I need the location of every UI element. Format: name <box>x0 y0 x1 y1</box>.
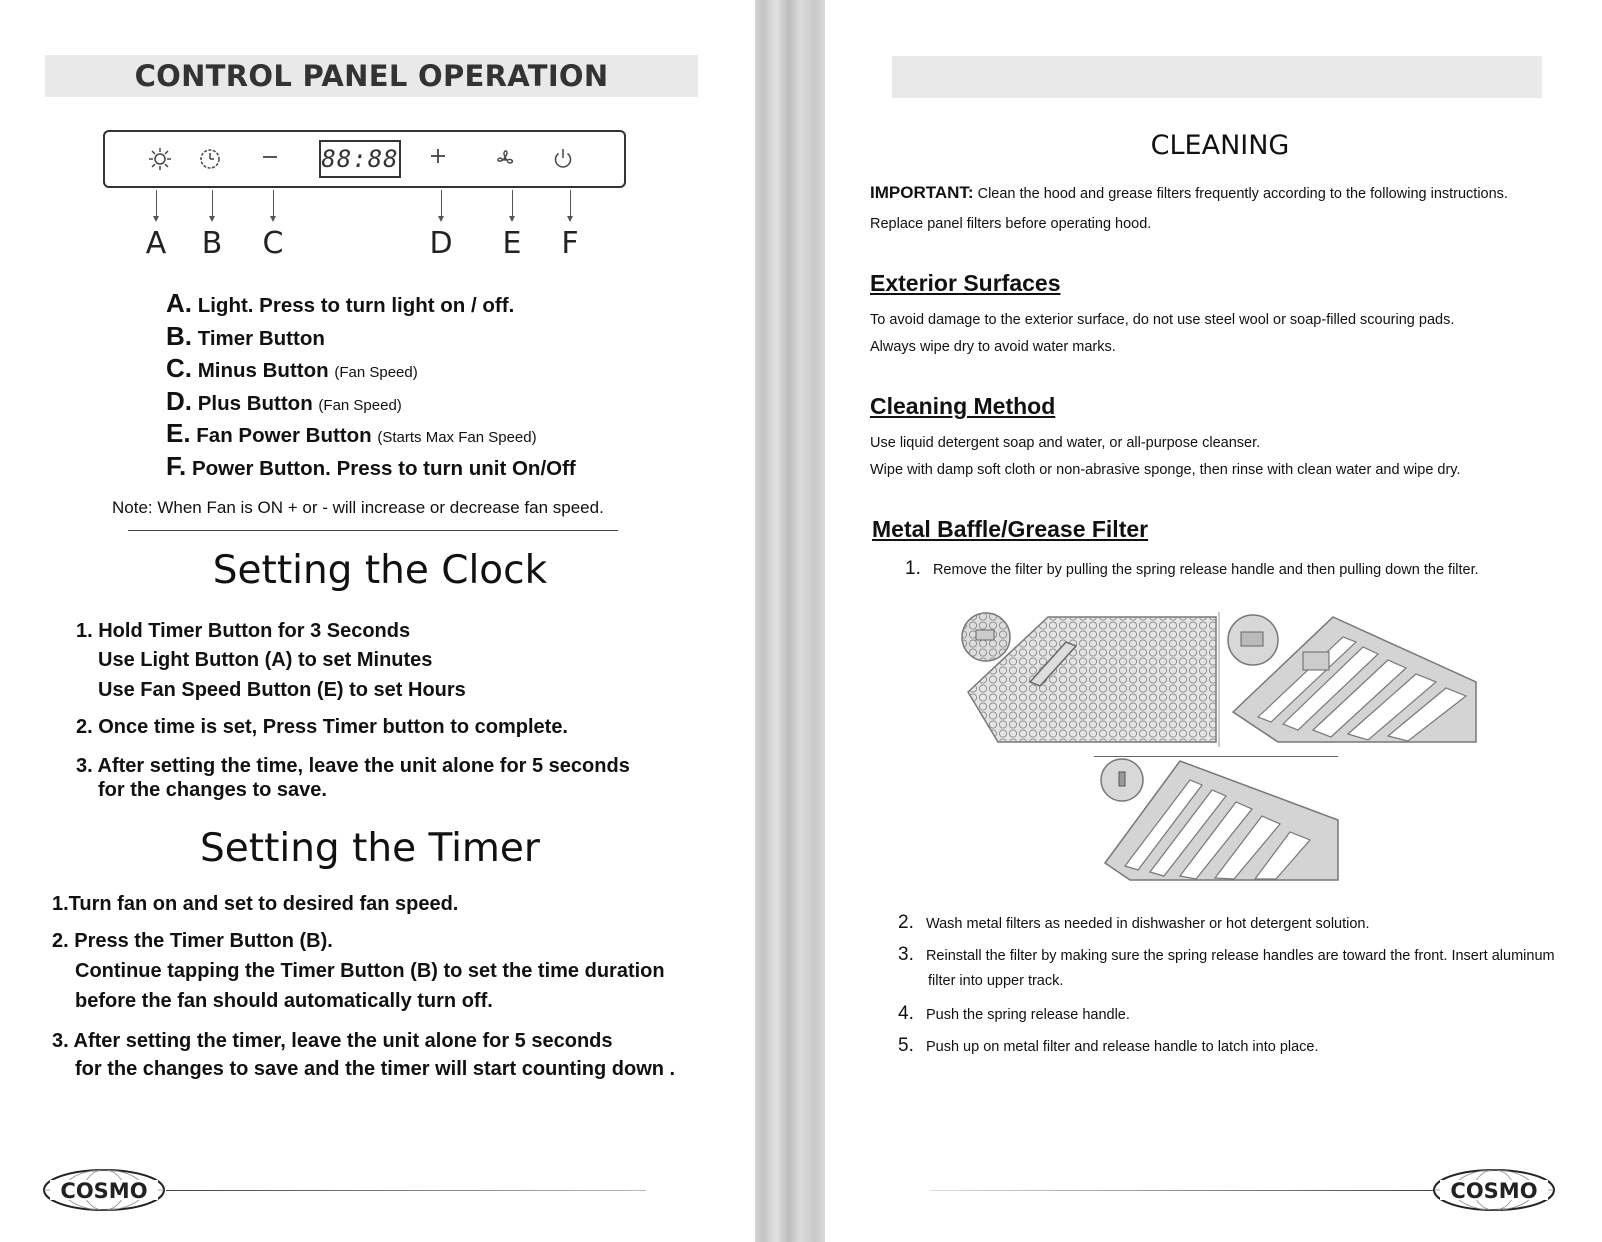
power-icon <box>550 146 576 172</box>
left-header-title: CONTROL PANEL OPERATION <box>134 59 609 93</box>
filter-step <box>905 558 1479 580</box>
control-panel-diagram <box>103 130 626 188</box>
legend-label: Power Button. Press to turn unit On/Off <box>191 456 576 480</box>
light-icon <box>147 146 173 172</box>
footer-line <box>930 1190 1435 1191</box>
legend-item <box>166 288 576 321</box>
clock-step: Use Light Button (A) to set Minutes <box>98 649 433 671</box>
cosmo-logo <box>42 1168 166 1212</box>
clock-step: 1. Hold Timer Button for 3 Seconds <box>76 620 411 642</box>
panel-letter-d: D <box>429 226 453 261</box>
legend-label: Light. Press to turn light on / off. <box>197 294 515 317</box>
legend-note: (Starts Max Fan Speed) <box>377 429 537 446</box>
filter-heading: Metal Baffle/Grease Filter <box>872 516 1149 542</box>
legend-label: Timer Button <box>197 326 325 350</box>
legend-note: (Fan Speed) <box>318 396 402 414</box>
step-number: 5. <box>898 1035 914 1056</box>
fan-icon <box>492 146 518 172</box>
filter-step <box>898 944 1555 966</box>
legend-label: Fan Power Button <box>196 424 372 447</box>
panel-letter-a: A <box>145 226 167 261</box>
panel-letter-c: C <box>262 226 284 261</box>
arrow-e <box>512 190 513 220</box>
step-number: 2. <box>898 912 914 933</box>
legend-item <box>166 353 576 386</box>
filter-step <box>898 1035 1319 1057</box>
footer-line <box>166 1190 646 1191</box>
clock-step: for the changes to save. <box>98 779 327 801</box>
filter-illustration-1 <box>958 612 1478 747</box>
step-text: Wash metal filters as needed in dishwasher or hot detergent solution. <box>925 916 1370 932</box>
legend-item <box>166 386 576 419</box>
step-number: 3. <box>898 944 914 965</box>
logo-text: COSMO <box>1450 1179 1538 1203</box>
step-text: Reinstall the filter by making sure the spring release handles are toward the front. Insert aluminum <box>925 948 1555 964</box>
exterior-line: To avoid damage to the exterior surface, do not use steel wool or soap-filled scouring pads. <box>870 312 1455 328</box>
exterior-line: Always wipe dry to avoid water marks. <box>870 339 1116 355</box>
timer-step: for the changes to save and the timer will start counting down . <box>75 1058 676 1080</box>
exterior-heading: Exterior Surfaces <box>870 270 1061 296</box>
legend-note: (Fan Speed) <box>334 364 418 381</box>
arrow-f <box>570 190 571 220</box>
plus-icon <box>425 146 451 172</box>
timer-step: 2. Press the Timer Button (B). <box>52 930 333 952</box>
panel-letter-e: E <box>502 226 522 261</box>
clock-step: 3. After setting the time, leave the unit alone for 5 seconds <box>76 755 630 777</box>
arrow-b <box>212 190 213 220</box>
legend-key: D. <box>166 385 192 416</box>
book-spine <box>755 0 825 1242</box>
clock-step: 2. Once time is set, Press Timer button to complete. <box>76 716 568 738</box>
legend-key: B. <box>166 320 192 351</box>
method-heading: Cleaning Method <box>870 393 1056 419</box>
timer-step: Continue tapping the Timer Button (B) to set the time duration <box>75 960 665 982</box>
legend-key: F. <box>166 450 187 481</box>
method-line: Use liquid detergent soap and water, or all-purpose cleanser. <box>870 435 1261 451</box>
step-number: 1. <box>905 558 921 579</box>
important-line <box>870 183 1508 203</box>
arrow-c <box>273 190 274 220</box>
logo-text: COSMO <box>60 1179 148 1203</box>
cosmo-logo <box>1432 1168 1556 1212</box>
filter-step-continued: filter into upper track. <box>928 973 1064 989</box>
timer-step: 3. After setting the timer, leave the unit alone for 5 seconds <box>52 1030 613 1052</box>
legend-label: Minus Button <box>197 359 329 382</box>
timer-step: 1.Turn fan on and set to desired fan speed. <box>52 893 459 915</box>
step-text: Push up on metal filter and release handle to latch into place. <box>925 1039 1319 1055</box>
panel-letter-b: B <box>201 226 223 261</box>
filter-step <box>898 1003 1130 1025</box>
legend-key: C. <box>166 353 192 383</box>
important-label: IMPORTANT: <box>870 183 974 202</box>
divider <box>128 530 618 531</box>
important-text-2: Replace panel filters before operating hood. <box>870 216 1152 232</box>
legend-item <box>166 418 576 451</box>
legend-key: A. <box>166 288 192 318</box>
legend-key: E. <box>166 418 191 448</box>
filter-illustration-2 <box>1100 758 1340 882</box>
right-header-bar <box>892 56 1542 98</box>
step-text: Push the spring release handle. <box>925 1007 1130 1023</box>
step-number: 4. <box>898 1003 914 1024</box>
timer-step: before the fan should automatically turn off. <box>75 990 493 1012</box>
digital-display: 88:88 <box>319 140 401 178</box>
clock-step: Use Fan Speed Button (E) to set Hours <box>98 679 466 701</box>
important-text: Clean the hood and grease filters frequently according to the following instructions. <box>977 186 1508 202</box>
cleaning-title: CLEANING <box>1150 130 1290 161</box>
arrow-a <box>156 190 157 220</box>
legend-item <box>166 321 576 354</box>
timer-icon <box>197 146 223 172</box>
filter-step <box>898 912 1370 934</box>
minus-icon <box>257 146 283 172</box>
legend-label: Plus Button <box>197 391 313 415</box>
illustration-divider <box>1094 756 1338 757</box>
legend-list <box>166 288 576 483</box>
fan-note: Note: When Fan is ON + or - will increase or decrease fan speed. <box>112 498 604 517</box>
clock-title: Setting the Clock <box>212 548 548 593</box>
arrow-d <box>441 190 442 220</box>
step-text: Remove the filter by pulling the spring release handle and then pulling down the filter. <box>932 562 1479 578</box>
panel-letter-f: F <box>561 226 579 261</box>
method-line: Wipe with damp soft cloth or non-abrasive sponge, then rinse with clean water and wipe dry. <box>870 462 1461 478</box>
timer-title: Setting the Timer <box>200 826 540 871</box>
legend-item <box>166 451 576 484</box>
left-header-bar <box>45 55 698 97</box>
